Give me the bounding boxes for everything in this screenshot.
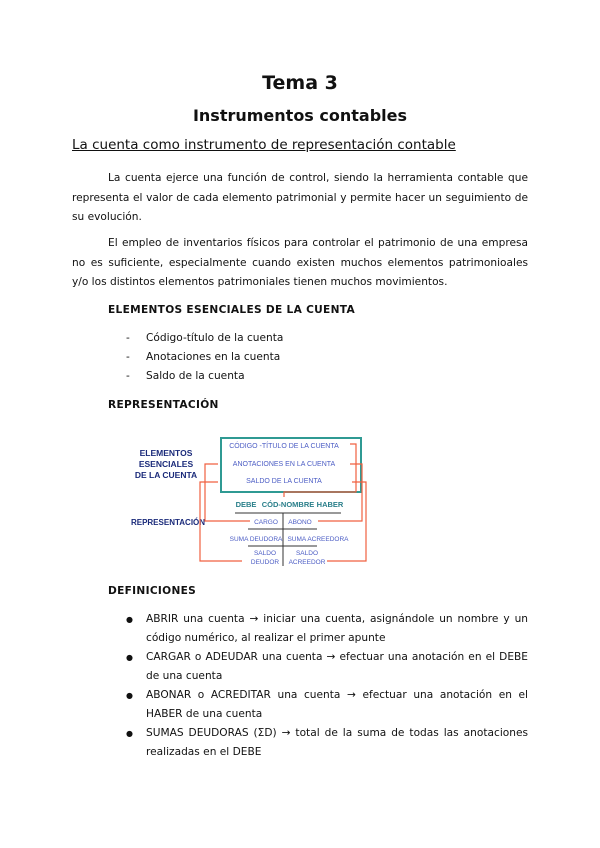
header-codigo: CÓD-NOMBRE [261, 500, 315, 509]
paragraph: La cuenta ejerce una función de control, siendo la herramienta contable que representa el valor de cada elemento patrimonial y permite hacer un seguimiento de su evolución. [72, 172, 528, 223]
header-debe: DEBE [235, 500, 257, 509]
list-item: - Anotaciones en la cuenta [126, 348, 283, 367]
abono-label: ABONO [288, 519, 312, 526]
list-item: ● SUMAS DEUDORAS (ΣD) → total de la suma de todas las anotaciones realizadas en el DEBE [126, 724, 528, 762]
paragraph: El empleo de inventarios físicos para controlar el patrimonio de una empresa no es suficiente, especialmente cuando existen muchos elementos patrimonioales y/o los distintos elementos patrimoniales tienen muchos movimientos. [72, 237, 528, 288]
section-heading: La cuenta como instrumento de representación contable [72, 137, 456, 153]
page-subtitle: Instrumentos contables [192, 106, 408, 125]
saldo-acreedor-label: ACREEDOR [288, 559, 326, 566]
list-item: ● CARGAR o ADEUDAR una cuenta → efectuar una anotación en el DEBE de una cuenta [126, 648, 528, 686]
definiciones-heading: DEFINICIONES [108, 585, 197, 597]
suma-deudora-label: SUMA DEUDORA [229, 536, 283, 543]
representacion-heading: REPRESENTACIÓN [108, 399, 219, 411]
cargo-label: CARGO [254, 519, 278, 526]
header-haber: HABER [316, 500, 344, 509]
suma-acreedora-label: SUMA ACREEDORA [287, 536, 349, 543]
saldo-acreedor-label: SALDO [295, 550, 319, 557]
list-item: - Saldo de la cuenta [126, 367, 283, 386]
elementos-heading: ELEMENTOS ESENCIALES DE LA CUENTA [108, 304, 355, 316]
page-title: Tema 3 [262, 72, 338, 94]
diagram-left-label: ELEMENTOS [139, 448, 193, 458]
definiciones-list [126, 610, 528, 762]
list-item: ● ABONAR o ACREDITAR una cuenta → efectuar una anotación en el HABER de una cuenta [126, 686, 528, 724]
list-item: - Código-título de la cuenta [126, 329, 283, 348]
list-item: ● ABRIR una cuenta → iniciar una cuenta, asignándole un nombre y un código numérico, al realizar el primer apunte [126, 610, 528, 648]
box-item: CÓDIGO -TÍTULO DE LA CUENTA [229, 443, 339, 450]
saldo-deudor-label: DEUDOR [250, 559, 280, 566]
diagram-left-label: DE LA CUENTA [134, 470, 198, 480]
diagram-left-label: ESENCIALES [138, 459, 194, 469]
diagram-left-label-2: REPRESENTACIÓN [130, 518, 206, 527]
box-item: ANOTACIONES EN LA CUENTA [232, 461, 336, 468]
box-item: SALDO DE LA CUENTA [246, 478, 322, 485]
saldo-deudor-label: SALDO [253, 550, 277, 557]
